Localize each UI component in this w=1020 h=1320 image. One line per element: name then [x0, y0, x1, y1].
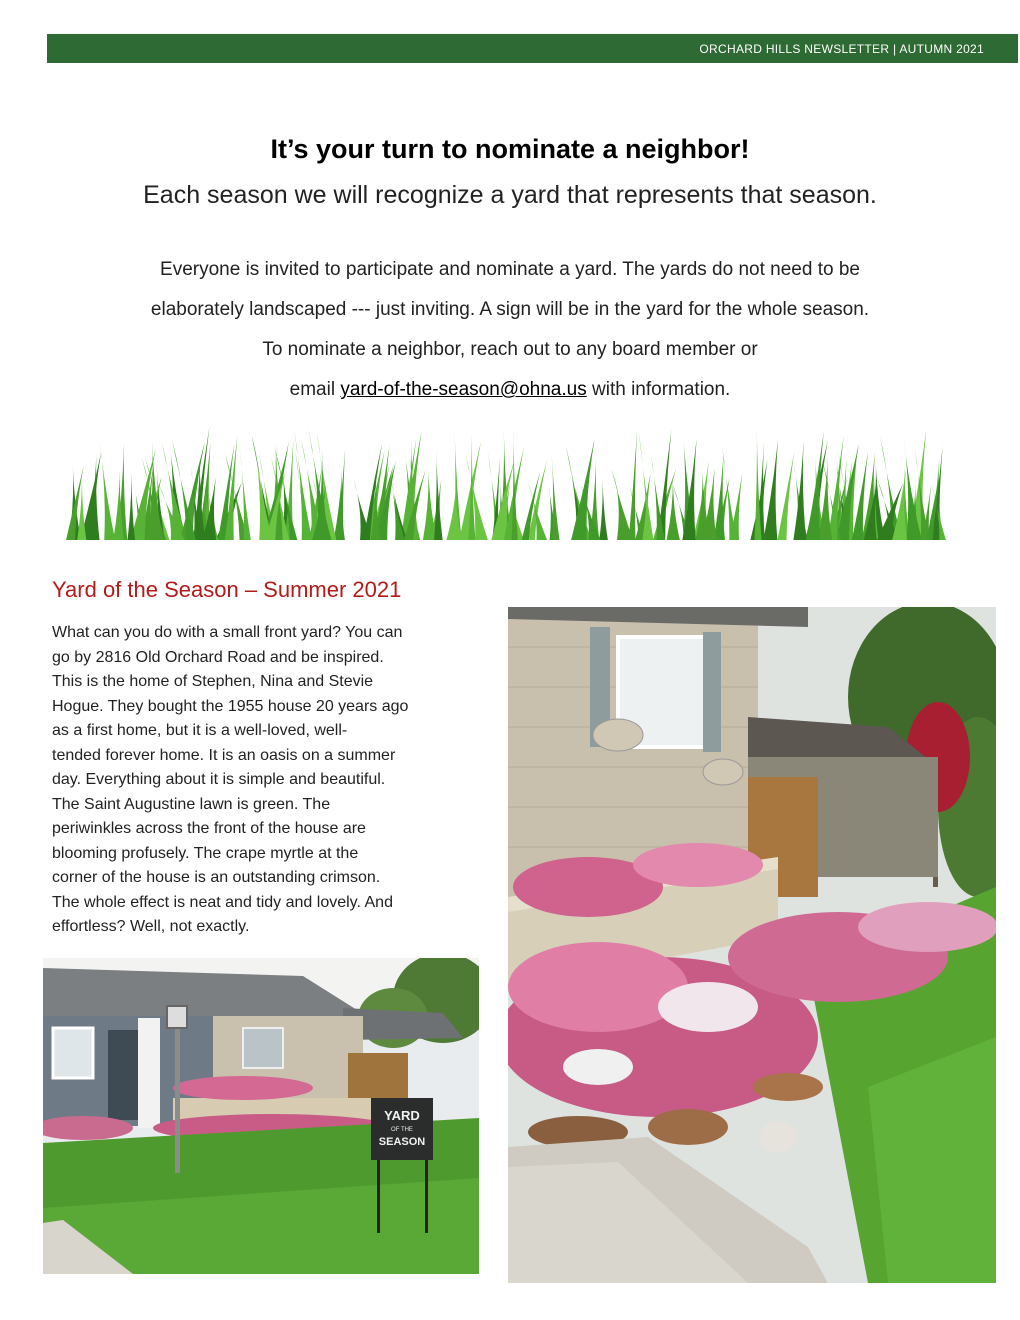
section-title: Yard of the Season – Summer 2021: [52, 577, 402, 602]
grass-blade: [714, 453, 725, 540]
grass-illustration: [64, 425, 949, 540]
newsletter-header-text: ORCHARD HILLS NEWSLETTER | AUTUMN 2021: [699, 42, 984, 56]
newsletter-header-bar: [47, 34, 1018, 63]
intro-line: To nominate a neighbor, reach out to any board member or: [262, 339, 758, 360]
grass-blade: [778, 451, 795, 540]
article-line: go by 2816 Old Orchard Road and be inspired.: [52, 648, 384, 666]
intro-line: elaborately landscaped --- just inviting. A sign will be in the yard for the whole season.: [150, 299, 870, 320]
article-line: blooming profusely. The crape myrtle at the: [52, 844, 359, 862]
grass-blade: [763, 439, 778, 540]
article-body: [52, 621, 472, 940]
article-line: Hogue. They bought the 1955 house 20 years ago: [52, 697, 409, 715]
intro-paragraph: [0, 255, 1020, 415]
grass-blade: [599, 478, 608, 540]
sign-text-season: SEASON: [378, 1136, 426, 1148]
email-suffix: with information.: [586, 379, 731, 400]
article-line: The Saint Augustine lawn is green. The: [52, 795, 331, 813]
article-line: day. Everything about it is simple and beautiful.: [52, 771, 386, 788]
grass-blade: [468, 433, 475, 540]
article-line: What can you do with a small front yard? You can: [52, 624, 403, 641]
page-title: It’s your turn to nominate a neighbor!: [270, 134, 750, 164]
grass-blade: [434, 448, 443, 540]
article-line: corner of the house is an outstanding crimson.: [52, 869, 381, 886]
article-line: This is the home of Stephen, Nina and Stevie: [52, 673, 374, 690]
article-line: as a first home, but it is a well-loved, well-: [52, 722, 348, 739]
grass-blade: [446, 480, 462, 540]
grass-blade: [77, 477, 86, 540]
house-front-photo: [43, 958, 479, 1274]
grass-blade: [128, 472, 136, 540]
article-line: tended forever home. It is an oasis on a summer: [52, 746, 396, 764]
flower-bed-photo: [508, 607, 996, 1283]
grass-blade: [793, 440, 806, 540]
grass-blade: [99, 439, 115, 540]
sign-text-ofthe: OF THE: [391, 1127, 413, 1133]
email-prefix: email: [289, 379, 341, 400]
article-line: effortless? Well, not exactly.: [52, 918, 250, 935]
grass-blade: [667, 478, 680, 540]
intro-line: Everyone is invited to participate and nominate a yard. The yards do not need to be: [160, 259, 860, 280]
email-link[interactable]: yard-of-the-season@ohna.us: [340, 379, 587, 400]
grass-blade: [629, 429, 638, 540]
article-line: periwinkles across the front of the house are: [52, 820, 366, 837]
page-subtitle: Each season we will recognize a yard that represents that season.: [143, 181, 877, 209]
intro-line-email: [0, 375, 1020, 415]
article-line: The whole effect is neat and tidy and lovely. And: [52, 893, 393, 911]
sign-text-yard: YARD: [384, 1108, 420, 1123]
